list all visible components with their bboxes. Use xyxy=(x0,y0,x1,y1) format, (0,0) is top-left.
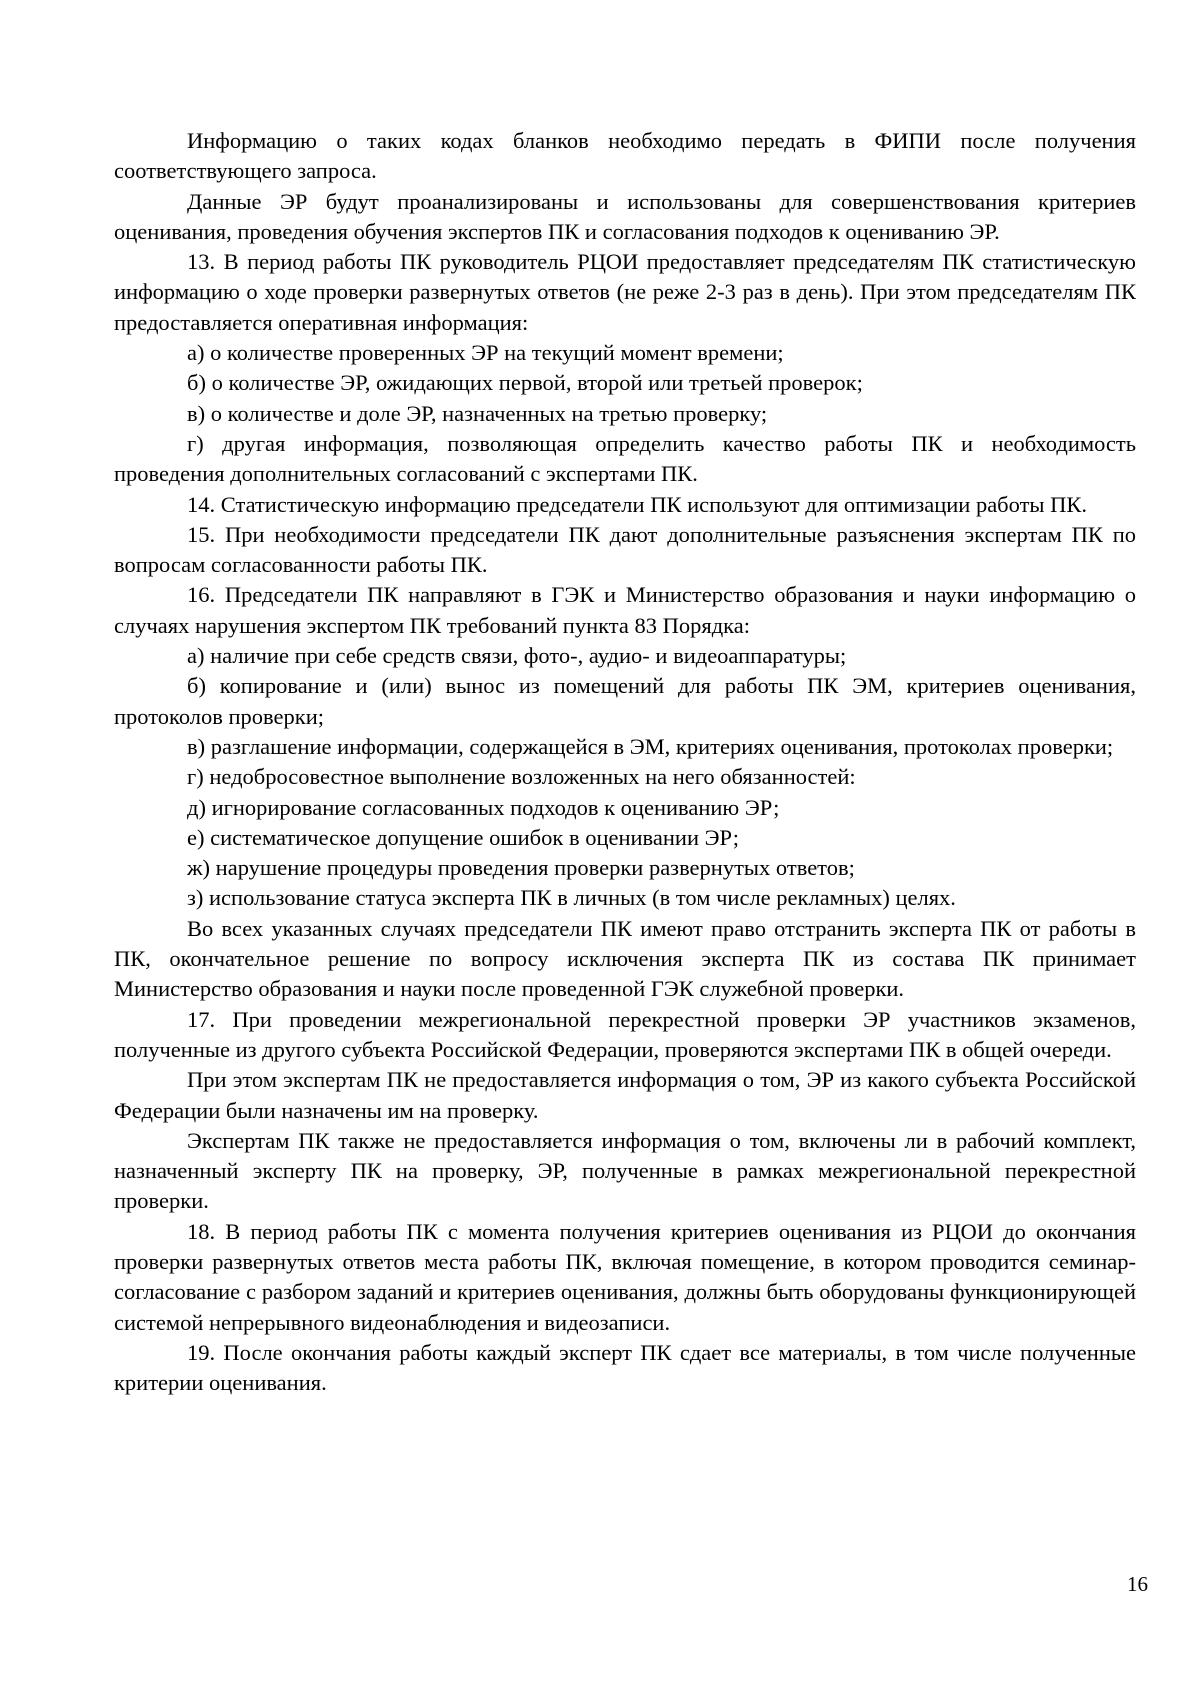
paragraph: Данные ЭР будут проанализированы и использованы для совершенствования критериев оценивания, проведения обучения экспертов ПК и согласования подходов к оцениванию ЭР. xyxy=(114,188,1136,244)
paragraph: а) наличие при себе средств связи, фото-, аудио- и видеоаппаратуры; xyxy=(187,643,847,669)
paragraph: з) использование статуса эксперта ПК в личных (в том числе рекламных) целях. xyxy=(187,885,956,911)
paragraph: При этом экспертам ПК не предоставляется информация о том, ЭР из какого субъекта Российской Федерации были назначены им на проверку. xyxy=(114,1067,1136,1123)
paragraph: в) разглашение информации, содержащейся в ЭМ, критериях оценивания, протоколах проверки; xyxy=(187,733,1114,759)
paragraph: д) игнорирование согласованных подходов к оцениванию ЭР; xyxy=(187,794,780,820)
paragraph: 18. В период работы ПК с момента получения критериев оценивания из РЦОИ до окончания проверки развернутых ответов места работы ПК, включая помещение, в котором проводится семинар-согласование с разбором заданий и критериев оценивания, должны быть оборудованы функционирующей системой непрерывного видеонаблюдения и видеозаписи. xyxy=(114,1218,1136,1335)
paragraph: г) недобросовестное выполнение возложенных на него обязанностей: xyxy=(187,764,856,790)
paragraph: 19. После окончания работы каждый эксперт ПК сдает все материалы, в том числе полученные критерии оценивания. xyxy=(114,1339,1136,1396)
document-body xyxy=(114,126,1136,1398)
paragraph: е) систематическое допущение ошибок в оценивании ЭР; xyxy=(187,824,740,850)
paragraph: 14. Статистическую информацию председатели ПК используют для оптимизации работы ПК. xyxy=(187,491,1088,517)
page-number: 16 xyxy=(1127,1572,1148,1596)
paragraph: б) о количестве ЭР, ожидающих первой, второй или третьей проверок; xyxy=(187,370,863,396)
paragraph: Во всех указанных случаях председатели ПК имеют право отстранить эксперта ПК от работы в ПК, окончательное решение по вопросу исключения эксперта ПК из состава ПК принимает Министерство образования и науки после проведенной ГЭК служебной проверки. xyxy=(114,915,1136,1002)
paragraph: 13. В период работы ПК руководитель РЦОИ предоставляет председателям ПК статистическую информацию о ходе проверки развернутых ответов (не реже 2-3 раз в день). При этом председателям ПК предоставляется оперативная информация: xyxy=(114,249,1136,335)
paragraph: 17. При проведении межрегиональной перекрестной проверки ЭР участников экзаменов, полученные из другого субъекта Российской Федерации, проверяются экспертами ПК в общей очереди. xyxy=(114,1006,1136,1062)
paragraph: Экспертам ПК также не предоставляется информация о том, включены ли в рабочий комплект, назначенный эксперту ПК на проверку, ЭР, полученные в рамках межрегиональной перекрестной проверки. xyxy=(114,1127,1136,1214)
paragraph: 15. При необходимости председатели ПК дают дополнительные разъяснения экспертам ПК по вопросам согласованности работы ПК. xyxy=(114,521,1136,578)
paragraph: в) о количестве и доле ЭР, назначенных на третью проверку; xyxy=(187,400,768,426)
paragraph: Информацию о таких кодах бланков необходимо передать в ФИПИ после получения соответствующего запроса. xyxy=(114,128,1136,184)
paragraph: ж) нарушение процедуры проведения проверки развернутых ответов; xyxy=(187,855,855,881)
paragraph: 16. Председатели ПК направляют в ГЭК и Министерство образования и науки информацию о случаях нарушения экспертом ПК требований пункта 83 Порядка: xyxy=(114,582,1136,638)
paragraph: а) о количестве проверенных ЭР на текущий момент времени; xyxy=(187,340,784,366)
paragraph: б) копирование и (или) вынос из помещений для работы ПК ЭМ, критериев оценивания, протоколов проверки; xyxy=(114,673,1136,729)
paragraph: г) другая информация, позволяющая определить качество работы ПК и необходимость проведения дополнительных согласований с экспертами ПК. xyxy=(114,430,1136,487)
